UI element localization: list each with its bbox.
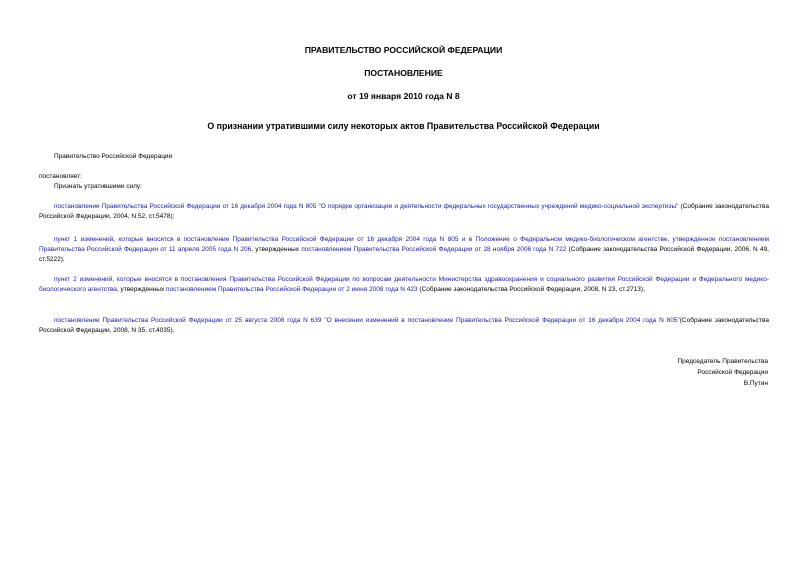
repeal-item-4-link[interactable]: постановление Правительства Российской Федерации от 25 августа 2008 года N 639 "О внесении изменений в постановление Правительства Российской Федерации от 16 декабря 2004 года N 805" <box>54 317 680 324</box>
repeal-item-4-source: (Собрание законодательства Российской Федерации, 2008, N 35, ст.4035). <box>39 317 769 334</box>
repeal-item-2-source: (Собрание законодательства Российской Федерации, 2006, N 49, ст.5222); <box>39 246 769 263</box>
repeal-item-1-source: (Собрание законодательства Российской Федерации, 2004, N 52, ст.5478); <box>39 203 769 220</box>
repeal-item-2 <box>39 235 769 265</box>
signature-position-line2: Российской Федерации <box>697 369 768 376</box>
repeal-item-1-link[interactable]: постановление Правительства Российской Федерации от 16 декабря 2004 года N 805 "О порядке организации и деятельности федеральных государственных учреждений медико-социальной экспертизы" <box>54 203 679 210</box>
signature-name: В.Путин <box>743 380 768 387</box>
government-heading: ПРАВИТЕЛЬСТВО РОССИЙСКОЙ ФЕДЕРАЦИИ <box>304 45 503 55</box>
repeal-item-1 <box>39 202 769 222</box>
recognize-text: Признать утратившими силу: <box>54 183 142 190</box>
document-title: О признании утратившими силу некоторых актов Правительства Российской Федерации <box>207 121 600 131</box>
document-date-number: от 19 января 2010 года N 8 <box>347 91 460 101</box>
document-type-heading: ПОСТАНОВЛЕНИЕ <box>364 68 443 78</box>
repeal-item-3-source: (Собрание законодательства Российской Федерации, 2008, N 23, ст.2713); <box>417 286 645 293</box>
repeal-item-3 <box>39 275 769 295</box>
repeal-item-2-link[interactable]: пункт 1 изменений, которые вносятся в постановление Правительства Российской Федерации от 16 декабря 2004 года N 805 и в Положение о Федеральном медико-биологическом агентстве, утвержденное постановлением Правительства Российской Федерации от 11 апреля 2005 года N 206 <box>39 236 769 253</box>
signature-position-line1: Председатель Правительства <box>677 358 768 365</box>
issuer-text: Правительство Российской Федерации <box>54 153 173 160</box>
repeal-item-3-link[interactable]: пункт 2 изменений, которые вносятся в постановления Правительства Российской Федерации по вопросам деятельности Министерства здравоохранения и социального развития Российской Федерации и Федерального медико-биологического агентства <box>39 276 769 293</box>
repeal-item-3-mid: , утвержденных <box>116 286 167 293</box>
decides-text: постановляет: <box>39 173 82 180</box>
repeal-item-3-approval-link[interactable]: постановлением Правительства Российской Федерации от 2 июня 2008 года N 423 <box>166 286 418 293</box>
repeal-item-2-mid: , утвержденных <box>251 246 302 253</box>
repeal-item-4 <box>39 316 769 336</box>
repeal-item-2-approval-link[interactable]: постановлением Правительства Российской Федерации от 28 ноября 2006 года N 722 <box>301 246 567 253</box>
